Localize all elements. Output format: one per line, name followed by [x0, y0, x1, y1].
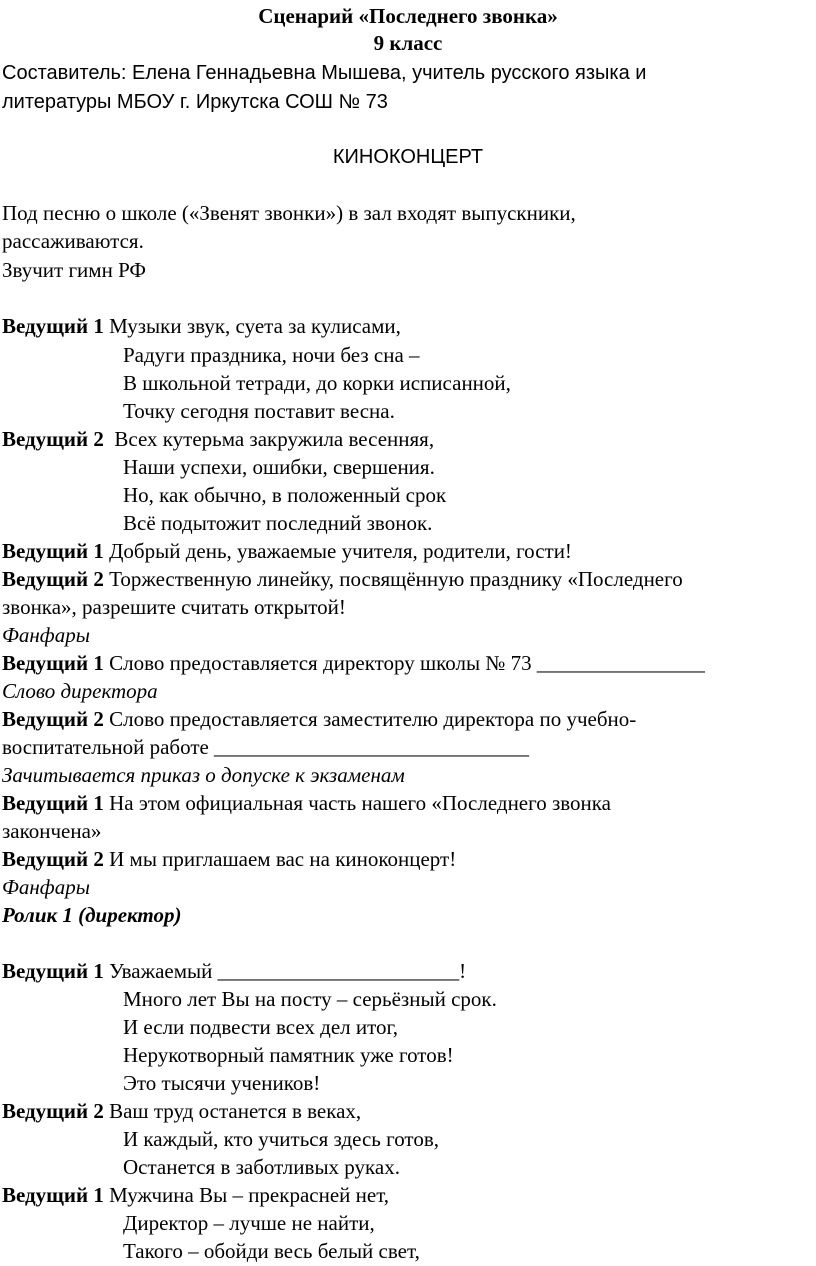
speech-line: [2, 539, 572, 563]
verse-line: Но, как обычно, в положенный срок: [123, 483, 447, 507]
verse-text: Всех кутерьма закружила весенняя,: [114, 427, 435, 451]
speech-line: [2, 847, 456, 871]
verse-line: И если подвести всех дел итог,: [123, 1015, 399, 1039]
stage-direction: Зачитывается приказ о допуске к экзаменам: [2, 763, 405, 787]
speaker-label: Ведущий 1: [2, 959, 104, 983]
speech-text: Торжественную линейку, посвящённую празднику «Последнего: [109, 567, 683, 591]
verse-line: Всё подытожит последний звонок.: [123, 511, 433, 535]
video-roll-heading: Ролик 1 (директор): [2, 903, 182, 927]
speech-line: [2, 1183, 389, 1207]
document-title: Сценарий «Последнего звонка»: [258, 4, 558, 28]
speech-continuation: звонка», разрешите считать открытой!: [2, 595, 346, 619]
speaker-label: Ведущий 2: [2, 707, 104, 731]
speaker-label: Ведущий 2: [2, 847, 104, 871]
author-line-1: Составитель: Елена Геннадьевна Мышева, учитель русского языка и: [2, 62, 647, 84]
verse-line: В школьной тетради, до корки исписанной,: [123, 371, 511, 395]
stage-direction: Фанфары: [2, 875, 90, 899]
stage-direction: Слово директора: [2, 679, 158, 703]
verse-text: Ваш труд останется в веках,: [109, 1099, 362, 1123]
speech-text: Слово предоставляется заместителю директора по учебно-: [109, 707, 637, 731]
speaker-label: Ведущий 1: [2, 791, 104, 815]
speech-line: [2, 314, 401, 338]
speech-line: [2, 651, 705, 675]
speaker-label: Ведущий 1: [2, 314, 104, 338]
intro-line-3: Звучит гимн РФ: [2, 258, 146, 282]
verse-line: И каждый, кто учиться здесь готов,: [123, 1127, 439, 1151]
speech-continuation: воспитательной работе ______________________________: [2, 735, 530, 759]
section-heading: КИНОКОНЦЕРТ: [332, 146, 484, 168]
speech-line: [2, 427, 434, 451]
speaker-label: Ведущий 1: [2, 1183, 104, 1207]
verse-line: Наши успехи, ошибки, свершения.: [123, 455, 435, 479]
speech-continuation: закончена»: [2, 819, 102, 843]
verse-line: Много лет Вы на посту – серьёзный срок.: [123, 987, 497, 1011]
speech-line: [2, 707, 636, 731]
verse-text: Уважаемый _______________________!: [109, 959, 467, 983]
verse-line: Точку сегодня поставит весна.: [123, 399, 395, 423]
verse-line: Нерукотворный памятник уже готов!: [123, 1043, 454, 1067]
speaker-label: Ведущий 2: [2, 427, 104, 451]
speech-line: [2, 959, 466, 983]
speech-line: [2, 567, 683, 591]
verse-line: Это тысячи учеников!: [123, 1071, 321, 1095]
verse-line: Такого – обойди весь белый свет,: [123, 1239, 420, 1263]
speech-text: И мы приглашаем вас на киноконцерт!: [109, 847, 457, 871]
stage-direction: Фанфары: [2, 623, 90, 647]
verse-text: Музыки звук, суета за кулисами,: [109, 314, 401, 338]
speech-line: [2, 791, 611, 815]
speech-text: На этом официальная часть нашего «Последнего звонка: [109, 791, 611, 815]
speaker-label: Ведущий 1: [2, 651, 104, 675]
speaker-label: Ведущий 2: [2, 567, 104, 591]
verse-line: Останется в заботливых руках.: [123, 1155, 400, 1179]
intro-line-2: рассаживаются.: [2, 229, 144, 253]
speaker-label: Ведущий 1: [2, 539, 104, 563]
speech-text: Слово предоставляется директору школы № 73 ________________: [109, 651, 705, 675]
speech-line: [2, 1099, 361, 1123]
grade-subtitle: 9 класс: [373, 31, 443, 55]
speaker-label: Ведущий 2: [2, 1099, 104, 1123]
verse-text: Мужчина Вы – прекрасней нет,: [109, 1183, 390, 1207]
verse-line: Радуги праздника, ночи без сна –: [123, 343, 420, 367]
speech-text: Добрый день, уважаемые учителя, родители, гости!: [109, 539, 572, 563]
intro-line-1: Под песню о школе («Звенят звонки») в зал входят выпускники,: [2, 201, 576, 225]
verse-line: Директор – лучше не найти,: [123, 1211, 375, 1235]
author-line-2: литературы МБОУ г. Иркутска СОШ № 73: [2, 91, 388, 113]
